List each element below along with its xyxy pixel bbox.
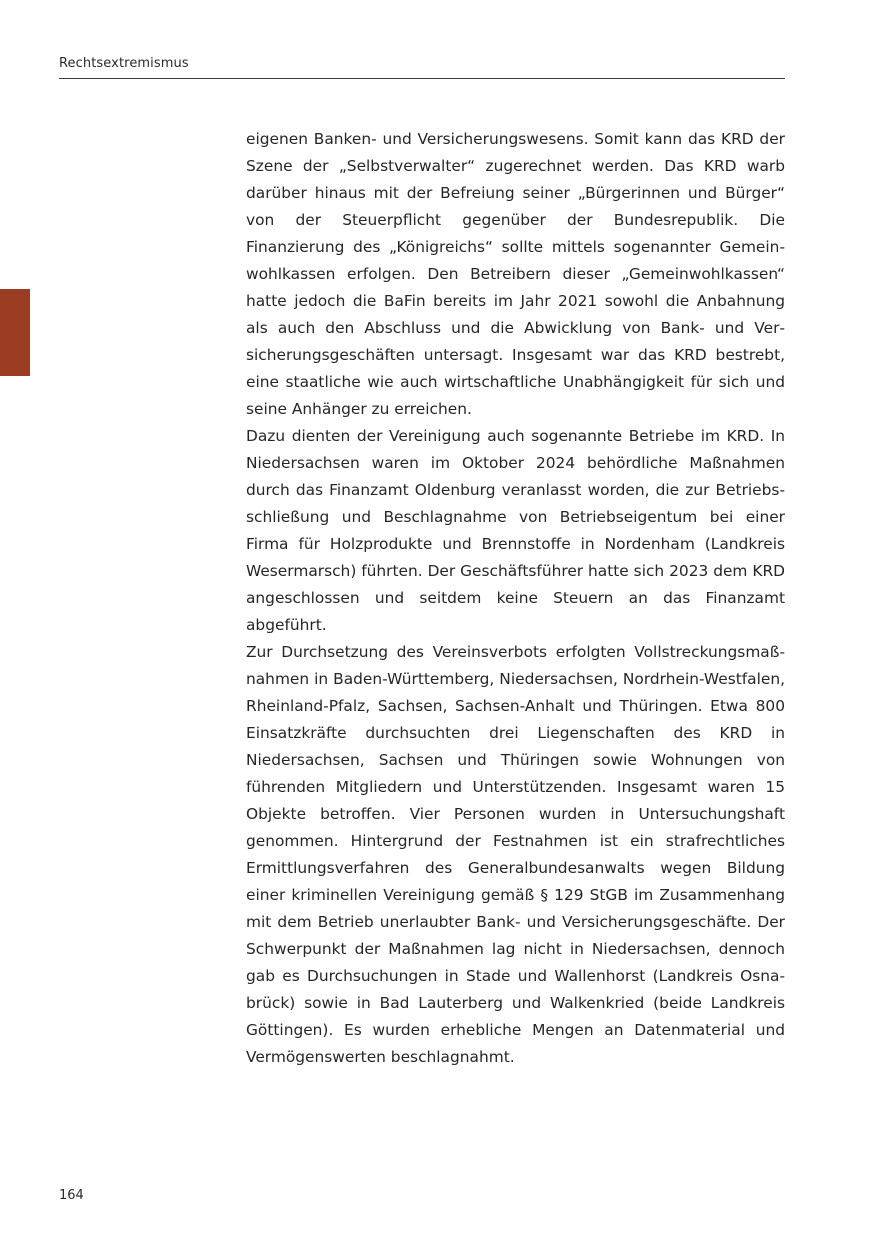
paragraph-1: eigenen Banken- und Versicherungswesens. Somit kann das KRD der Szene der „Selbstverwalter“ zugerechnet werden. Das KRD warb darüber hinaus mit der Befreiung seiner „Bürgerinnen und Bürger“ von der Steuerpflicht gegenüber der Bundesrepublik. Die Finanzierung des „Königreichs“ sollte mittels sogenannter Gemeinwohlkassen erfolgen. Den Betreibern dieser „Gemeinwohlkassen“ hatte jedoch die BaFin bereits im Jahr 2021 sowohl die Anbahnung als auch den Abschluss und die Abwicklung von Bank- und Versicherungsgeschäften untersagt. Insgesamt war das KRD bestrebt, eine staatliche wie auch wirtschaftliche Unabhängigkeit für sich und seine Anhänger zu erreichen.: [246, 130, 785, 418]
chapter-marker-tab: [0, 289, 30, 376]
paragraph-2: Dazu dienten der Vereinigung auch sogenannte Betriebe im KRD. In Niedersachsen waren im Oktober 2024 behördliche Maßnahmen durch das Finanzamt Oldenburg veranlasst worden, die zur Betriebsschließung und Beschlagnahme von Betriebseigentum bei einer Firma für Holzprodukte und Brennstoffe in Nordenham (Landkreis Wesermarsch) führten. Der Geschäftsführer hatte sich 2023 dem KRD angeschlossen und seitdem keine Steuern an das Finanzamt abgeführt.: [246, 427, 785, 634]
paragraph-3: Zur Durchsetzung des Vereinsverbots erfolgten Vollstreckungsmaßnahmen in Baden-Württemberg, Niedersachsen, Nordrhein-Westfalen, Rheinland-Pfalz, Sachsen, Sachsen-Anhalt und Thüringen. Etwa 800 Einsatzkräfte durchsuchten drei Liegenschaften des KRD in Niedersachsen, Sachsen und Thüringen sowie Wohnungen von führenden Mitgliedern und Unterstützenden. Insgesamt waren 15 Objekte betroffen. Vier Personen wurden in Untersuchungshaft genommen. Hintergrund der Festnahmen ist ein strafrechtliches Ermittlungsverfahren des Generalbundesanwalts wegen Bildung einer kriminellen Vereinigung gemäß § 129 StGB im Zusammenhang mit dem Betrieb unerlaubter Bank- und Versicherungsgeschäfte. Der Schwerpunkt der Maßnahmen lag nicht in Niedersachsen, dennoch gab es Durchsuchungen in Stade und Wallenhorst (Landkreis Osnabrück) sowie in Bad Lauterberg und Walkenkried (beide Landkreis Göttingen). Es wurden erhebliche Mengen an Datenmaterial und Vermögenswerten beschlagnahmt.: [246, 643, 785, 1066]
header-divider: [59, 78, 785, 79]
page-number: 164: [59, 1188, 84, 1203]
body-text: [246, 126, 785, 1071]
running-header-title: Rechtsextremismus: [59, 56, 189, 71]
